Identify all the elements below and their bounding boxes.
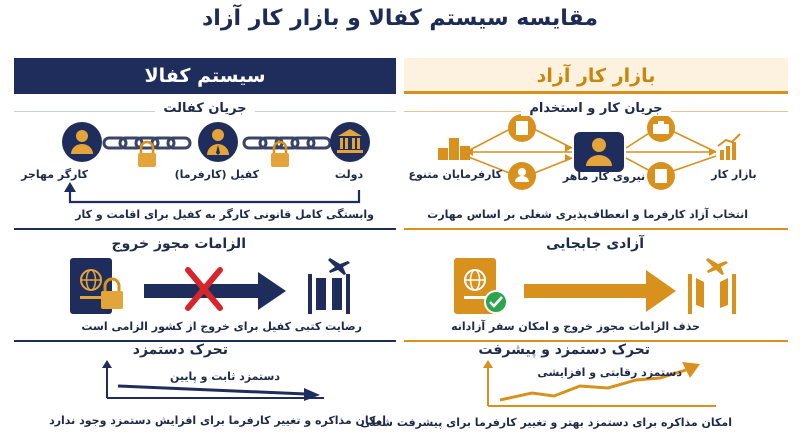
kafala-wage-caption: امکان مذاکره و تغییر کارفرما برای افزایش دستمزد وجود ندارد [49, 414, 386, 427]
free-market-wage-caption: امکان مذاکره برای دستمزد بهتر و تغییر کارفرما برای پیشرفت شغلی [360, 416, 732, 429]
page-title: مقایسه سیستم کفالا و بازار کار آزاد [202, 6, 598, 31]
free-market-wage-heading: تحرک دستمزد و پیشرفت [478, 342, 650, 358]
section-divider [14, 228, 396, 230]
node-label-skilled-worker: نیروی کار ماهر [562, 170, 646, 183]
kafala-header: سیستم کفالا [14, 58, 396, 94]
border-gate-icon [308, 258, 350, 314]
person-icon [508, 162, 536, 190]
kafala-exit-diagram [14, 256, 396, 326]
open-gate-icon [688, 258, 736, 314]
padlock-icon [138, 142, 156, 167]
node-label-employers: کارفرمایان متنوع [408, 168, 502, 181]
government-building-icon [330, 122, 370, 162]
free-market-flow-label: جریان کار و استخدام [404, 101, 788, 116]
free-market-header: بازار کار آزاد [404, 58, 788, 94]
free-market-wage-trend-label: دستمزد رقابتی و افزایشی [537, 366, 682, 379]
employer-person-icon [198, 122, 238, 162]
briefcase-icon [647, 114, 675, 142]
skilled-worker-icon [574, 132, 624, 172]
free-market-mobility-caption: حذف الزامات مجوز خروج و امکان سفر آزادانه [451, 320, 700, 333]
free-market-column [360, 58, 788, 440]
node-label-government: دولت [334, 168, 364, 181]
node-label-migrant: کارگر مهاجر [21, 168, 88, 181]
kafala-exit-caption: رضایت کتبی کفیل برای خروج از کشور الزامی است [81, 320, 362, 333]
kafala-flow-caption: وابستگی کامل قانونی کارگر به کفیل برای اقامت و کار [75, 208, 374, 221]
free-market-mobility-diagram [404, 256, 788, 326]
node-label-market: بازار کار [711, 168, 757, 181]
migrant-worker-icon [62, 122, 102, 162]
kafala-wage-trend-label: دستمزد ثابت و پایین [170, 370, 280, 383]
section-divider [404, 228, 788, 230]
building-icon [508, 114, 536, 142]
building-icon [647, 162, 675, 190]
kafala-flow-label: جریان کفالت [14, 101, 396, 116]
market-growth-icon [718, 134, 740, 160]
free-market-flow-caption: انتخاب آزاد کارفرما و انعطاف‌پذیری شغلی بر اساس مهارت [427, 208, 748, 221]
kafala-column [14, 58, 396, 440]
employers-buildings-icon [438, 138, 470, 160]
kafala-wage-heading: تحرک دستمزد [132, 342, 228, 358]
node-label-employer: کفیل (کارفرما) [174, 168, 259, 181]
free-market-mobility-heading: آزادی جابجایی [546, 236, 644, 252]
kafala-exit-heading: الزامات مجوز خروج [111, 236, 246, 252]
checkmark-icon [485, 291, 507, 313]
